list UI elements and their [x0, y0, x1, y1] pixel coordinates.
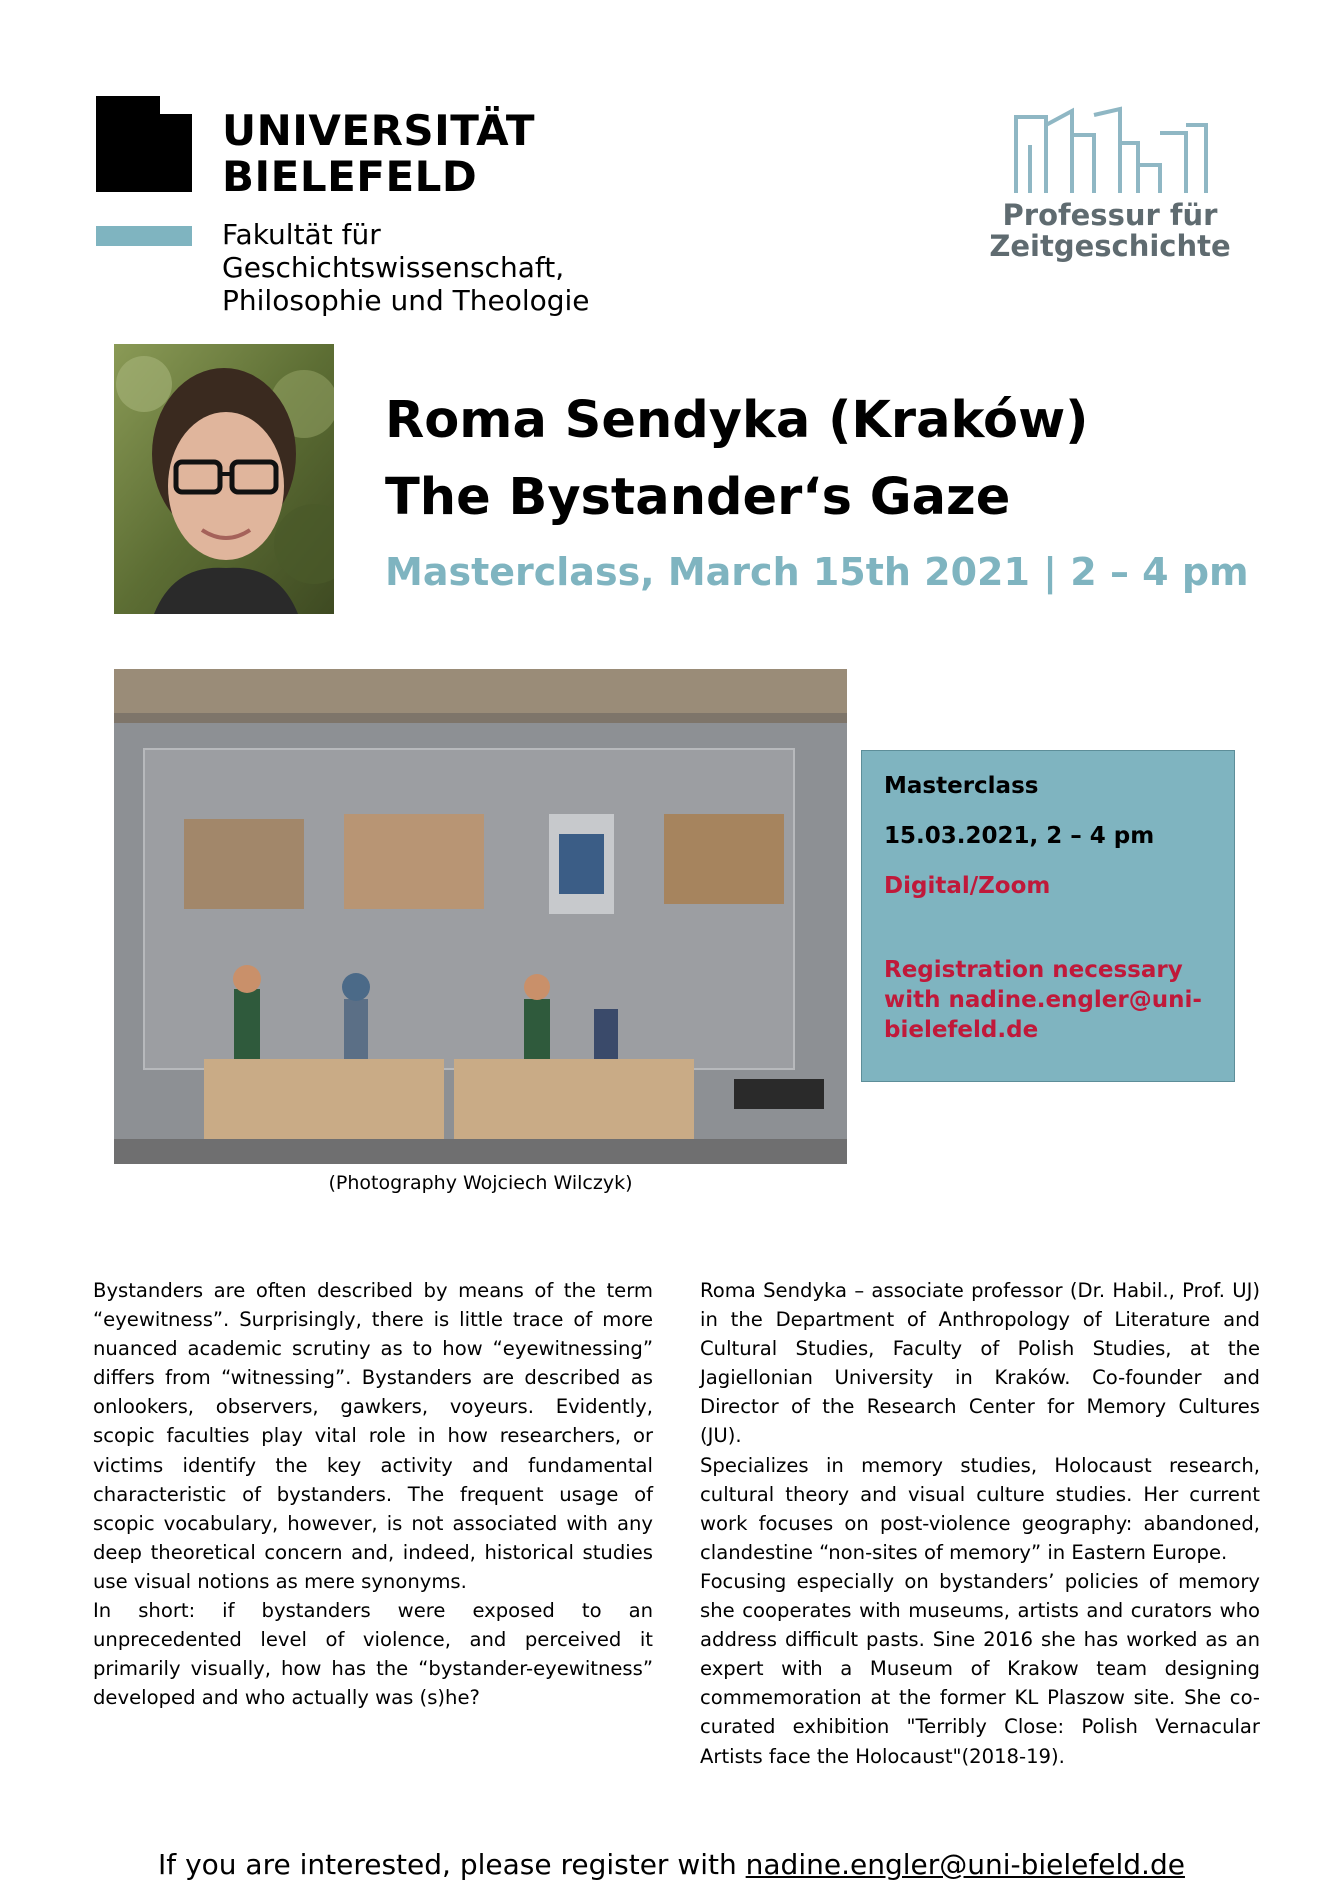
exhibition-photo — [114, 669, 847, 1164]
event-info-box — [861, 750, 1235, 1082]
professur-line1: Professur für — [1002, 198, 1218, 232]
info-location: Digital/Zoom — [884, 873, 1051, 899]
title-line2: The Bystander‘s Gaze — [385, 468, 1011, 527]
abstract-paragraph-2: In short: if bystanders were exposed to an unprecedented level of violence, and perceived it primarily visually, how has the “bystander-eyewitness” developed and who actually was (s)he? — [93, 1599, 653, 1710]
footer-email-link[interactable]: nadine.engler@uni-bielefeld.de — [745, 1848, 1185, 1881]
bio-column — [700, 1276, 1260, 1771]
info-registration-line3: bielefeld.de — [884, 1017, 1039, 1043]
university-name-line1: UNIVERSITÄT — [222, 106, 536, 155]
bio-paragraph-3: Focusing especially on bystanders’ policies of memory she cooperates with museums, artists and curators who address difficult pasts. Sine 2016 she has worked as an expert with a Museum of Krakow team designing commemoration at the former KL Plaszow site. She co-curated exhibition "Terribly Close: Polish Vernacular Artists face the Holocaust"(2018-19). — [700, 1569, 1260, 1768]
faculty-line3: Philosophie und Theologie — [222, 284, 590, 317]
faculty-name — [222, 218, 590, 317]
footer-text: If you are interested, please register with — [158, 1848, 746, 1881]
title-line1: Roma Sendyka (Kraków) — [385, 391, 1089, 450]
faculty-line2: Geschichtswissenschaft, — [222, 251, 565, 284]
abstract-paragraph-1: Bystanders are often described by means of the term “eyewitness”. Surprisingly, there is little trace of more nuanced academic scrutiny as to how “eyewitnessing” differs from “witnessing”. Bystanders are described as onlookers, observers, gawkers, voyeurs. Evidently, scopic faculties play vital role in how researchers, or victims identify the key activity and fundamental characteristic of bystanders. The frequent usage of scopic vocabulary, however, is not associated with any deep theoretical concern and, indeed, historical studies use visual notions as mere synonyms. — [93, 1279, 653, 1593]
faculty-line1: Fakultät für — [222, 218, 381, 251]
bio-paragraph-2: Specializes in memory studies, Holocaust research, cultural theory and visual culture studies. Her current work focuses on post-violence geography: abandoned, clandestine “non-sites of memory” in Eastern Europe. — [700, 1453, 1260, 1564]
university-name — [222, 108, 535, 200]
info-datetime: 15.03.2021, 2 – 4 pm — [884, 823, 1155, 849]
university-name-line2: BIELEFELD — [222, 152, 478, 201]
info-registration-line2: with nadine.engler@uni- — [884, 987, 1202, 1013]
event-subtitle: Masterclass, March 15th 2021 | 2 – 4 pm — [385, 550, 1249, 594]
photo-caption: (Photography Wojciech Wilczyk) — [328, 1172, 633, 1194]
speaker-portrait — [114, 344, 334, 614]
professur-line2: Zeitgeschichte — [989, 229, 1231, 263]
skyline-logo-icon — [1010, 105, 1210, 195]
bio-paragraph-1: Roma Sendyka – associate professor (Dr. Habil., Prof. UJ) in the Department of Anthropology of Literature and Cultural Studies, Faculty of Polish Studies, at the Jagiellonian University in Kraków. Co-founder and Director of the Research Center for Memory Cultures (JU). — [700, 1279, 1260, 1448]
info-title: Masterclass — [884, 773, 1039, 799]
abstract-column — [93, 1276, 653, 1712]
faculty-color-bar — [96, 226, 192, 246]
professur-name — [980, 200, 1240, 262]
event-title — [385, 382, 1089, 536]
university-logo-notch — [160, 96, 192, 114]
info-registration-line1: Registration necessary — [884, 957, 1183, 983]
footer-registration — [0, 1848, 1343, 1881]
